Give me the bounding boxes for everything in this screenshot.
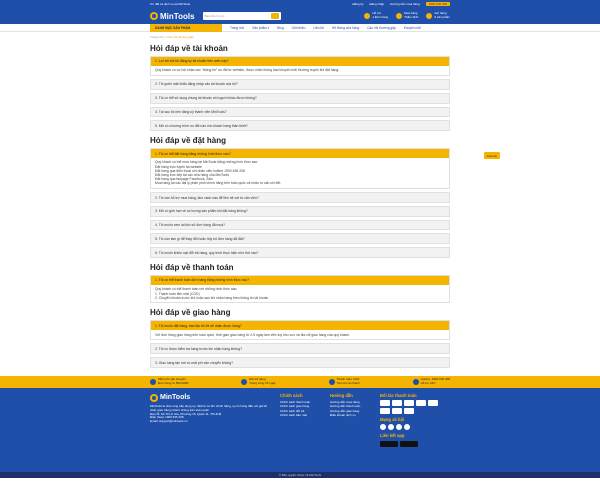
faq-answer-line: Đặt hàng trực tuyến tại website [155,164,202,169]
faq-answer-line: Với đơn hàng giao hàng trên toàn quốc, thời gian giao hàng từ 2-5 ngày làm việc tùy khu vực và địa chỉ giao hàng của quý khách. [155,332,350,337]
chat-button[interactable]: Liên hệ [484,152,500,159]
faq-answer-line: Quý khách có thể mua hàng tại MinTools bằng những hình thức sau: [155,160,259,165]
faq-item [150,107,450,118]
cart-icon [426,13,432,19]
service-line2: Trong vòng 15 ngày [249,380,276,385]
logo-icon [150,12,158,20]
zalopay-icon [380,408,390,414]
faq-answer-line: Đặt hàng trực tiếp tại các cửa hàng của MinTools [155,173,229,177]
google-play-icon[interactable] [400,441,418,447]
search-button[interactable] [271,13,279,19]
mastercard-icon [392,400,402,406]
footer-app-title: Liên kết app [380,433,405,439]
footer-phone: Điện thoại: 1900 636 208 [150,415,184,420]
nav-faq[interactable]: Câu hỏi thường gặp [367,25,396,30]
service-bar [0,376,600,388]
faq-question[interactable]: 3. Giao hàng tận nơi có mất phí vận chuyển không? [151,358,449,367]
category-menu-button[interactable]: DANH MỤC SẢN PHẨM [150,24,222,32]
footer-about-text: MinTools là nhà cung cấp dụng cụ, thiết bị cơ khí chính hãng, uy tín hàng đầu với giá tốt nhất, giao hàng nhanh chóng trên toàn quốc. [150,403,268,412]
footer-logo[interactable] [150,394,270,402]
faq-question[interactable]: 6. Tôi muốn khiếu nại/ đổi trả hàng, quy trình thực hiện như thế nào? [151,248,449,257]
faq-item [150,275,450,303]
policy-link[interactable]: Chính sách đổi trả [280,408,305,413]
main-nav [0,24,600,32]
login-link[interactable]: Đăng nhập [369,2,385,6]
faq-answer-line: Đặt hàng qua điện thoại với nhân viên hotline 1900 636 208 [155,168,245,173]
social-links [380,424,440,430]
service-line2: Hỗ trợ 24/7 [420,380,436,385]
footer-pay-title: Đối tác thanh toán [380,392,417,398]
footer-social-title: Mạng xã hội [380,417,405,423]
top-bar [0,0,600,8]
logo[interactable] [150,12,195,21]
policy-link[interactable]: Chính sách thanh toán [280,400,311,405]
truck-icon [150,379,156,385]
check-icon [396,13,402,19]
footer-policy [280,394,320,472]
app-store-icon[interactable] [380,441,398,447]
vnpay-icon [392,408,402,414]
faq-item [150,79,450,90]
faq-answer-line: Mua hàng tại các đại lý phân phối chính hãng trên toàn quốc và nhận tư vấn chi tiết. [155,181,282,186]
faq-question[interactable]: 2. Tôi cần hỗ trợ mua hàng, làm cách nào để liên hệ với tư vấn viên? [151,193,449,202]
faq-content [0,44,600,368]
return-icon [241,379,247,385]
facebook-icon[interactable] [380,424,386,430]
faq-answer [151,285,449,303]
policy-link[interactable]: Chính sách giao hàng [280,404,310,409]
cod-icon [404,408,414,414]
footer-guide-title: Hướng dẫn [330,392,353,398]
faq-question[interactable]: 1. Tôi có thể thanh toán đơn hàng bằng những hình thức nào? [151,276,449,285]
faq-question[interactable]: 4. Tại sao tôi nên đăng ký thành viên MinTools? [151,108,449,117]
faq-question[interactable]: 1. Tôi có thể đặt hàng bằng những hình thức nào? [151,149,449,158]
breadcrumb-home[interactable]: Trang chủ [150,35,164,39]
footer-about [150,394,270,472]
service-line1: Miễn phí vận chuyển [158,377,186,382]
breadcrumb-current: Câu hỏi thường gặp [166,35,194,39]
faq-question[interactable]: 2. Tôi có được kiểm tra hàng trước khi nhận hàng không? [151,344,449,353]
nav-links [230,26,421,30]
breadcrumb: Trang chủ > Câu hỏi thường gặp [150,35,194,39]
purchase-info[interactable] [396,12,418,19]
section-title: Hỏi đáp về tài khoản [150,44,228,53]
faq-item [150,233,450,244]
visa-icon [380,400,390,406]
service-hotline [413,378,450,385]
faq-question[interactable]: 5. Mở có chương trình ưu đãi nào cho khách hàng thân thiết? [151,121,449,130]
footer-partners [380,394,440,472]
service-shipping [150,378,188,385]
footer-guide [330,394,370,472]
footer-address: Địa chỉ: Số 70 Lữ Gia, Phường 15, Quận 11, TP.HCM [150,411,222,416]
cart-line2: 0 sản phẩm [434,15,450,19]
header-info [364,12,450,19]
cart-line1: Giỏ hàng [434,11,447,16]
faq-question[interactable]: 5. Tôi cần làm gì để thay đổi hoặc hủy bỏ đơn hàng đã đặt? [151,234,449,243]
faq-answer-line: 1. Thanh toán tiền mặt (COD) [155,291,200,296]
faq-item [150,120,450,131]
faq-question[interactable]: 1. Lợi ích khi tôi đăng ký tài khoản trên web này? [151,57,449,66]
faq-item [150,148,450,189]
faq-question[interactable]: 4. Tôi muốn xem lại lịch sử đơn hàng đã mua? [151,221,449,230]
faq-answer-line: Quý khách có thể thanh toán với những hình thức sau: [155,287,238,292]
section-title: Hỏi đáp về giao hàng [150,308,231,318]
search-input[interactable] [203,12,281,20]
guide-link[interactable]: Hướng dẫn mua hàng [330,400,360,405]
promo-text: Ưu đãi và dịch vụ tại MinTools [150,2,191,6]
service-payment [329,378,360,385]
faq-answer-line: Quý khách có cơ hội nhận các “thông tin” ưu đãi từ website, được nhận thông báo khuyến mãi thường xuyên khi đặt hàng. [155,68,340,73]
bank-icon [416,400,426,406]
guide-link[interactable]: Hướng dẫn thanh toán [330,404,361,409]
nav-products[interactable]: Sản phẩm ▾ [252,25,270,30]
cash-icon [329,379,335,385]
header [0,8,600,24]
faq-item [150,320,450,340]
service-line2: Đơn hàng từ 500.000đ [158,380,189,385]
faq-answer-line: Đặt hàng qua fanpage Facebook, Zalo [155,177,213,182]
nav-home[interactable]: Trang chủ [230,25,245,30]
faq-item [150,206,450,217]
guide-link[interactable]: Điều khoản dịch vụ [330,412,356,417]
section-title: Hỏi đáp về thanh toán [150,263,234,273]
instagram-icon[interactable] [404,424,410,430]
faq-answer [151,330,449,339]
service-line1: Thanh toán COD [336,377,360,382]
zalo-icon[interactable] [396,424,402,430]
faq-answer [151,66,449,75]
faq-question[interactable]: 3. Mở có giới hạn về số lượng sản phẩm khi đặt hàng không? [151,207,449,216]
guide-link[interactable]: Hướng dẫn giao hàng [330,408,360,413]
nav-contact[interactable]: Liên hệ [313,25,324,30]
nav-promo[interactable]: Khuyến mãi [403,25,421,30]
faq-item [150,56,450,76]
footer-email[interactable]: Email: support@mintools.vn [150,419,188,424]
service-line1: Đổi trả hàng [249,377,266,382]
momo-icon [428,400,438,406]
hotline-badge[interactable]: 1900 636 208 [426,2,450,6]
footer [0,388,600,472]
support-info[interactable] [364,12,388,19]
service-line2: Tiện lợi và nhanh [336,380,360,385]
guide-link[interactable]: Hướng dẫn mua hàng [390,2,420,6]
purchase-line1: Mua hàng [404,11,418,16]
logo-icon [150,394,158,402]
logo-text: MinTools [160,11,195,21]
copyright: © Bản quyền thuộc về MinTools [0,472,600,478]
nav-blog[interactable]: Blog [277,25,284,30]
cart-info[interactable] [426,12,450,19]
faq-question[interactable]: 2. Tôi quên mật khẩu đăng nhập vào tài khoản của tôi? [151,80,449,89]
faq-question[interactable]: 3. Tôi có thể sử dụng chung tài khoản với người khác được không? [151,94,449,103]
faq-answer-line: 2. Chuyển khoản trước khi hoặc sau khi nhận hàng theo thông tin tài khoản. [155,295,270,300]
nav-stores[interactable]: Hệ thống cửa hàng [331,25,360,30]
app-links [380,441,440,447]
faq-question[interactable]: 1. Tôi muốn đặt hàng, bao lâu thì tôi sẽ nhận được hàng? [151,321,449,330]
faq-item [150,357,450,368]
policy-link[interactable]: Chính sách bảo mật [280,412,307,417]
jcb-icon [404,400,414,406]
service-return [241,378,276,385]
footer-logo-text: MinTools [160,394,191,402]
nav-about[interactable]: Giới thiệu [291,25,306,30]
register-link[interactable]: Đăng ký [352,2,364,6]
top-links [352,2,450,6]
purchase-line2: Thẩm định [404,15,419,19]
payment-logos [380,400,440,414]
support-icon [364,13,370,19]
section-title: Hỏi đáp về đặt hàng [150,136,227,146]
phone-icon [413,379,419,385]
faq-item [150,343,450,354]
footer-policy-title: Chính sách [280,392,303,398]
faq-item [150,220,450,231]
youtube-icon[interactable] [388,424,394,430]
support-line1: Hỗ trợ [372,11,381,16]
faq-item [150,93,450,104]
faq-answer [151,158,449,188]
search-placeholder: Bạn cần tìm gì... [204,14,227,18]
support-line2: 1 Đơn hàng [372,15,389,19]
faq-item [150,192,450,203]
faq-item [150,247,450,258]
service-line1: Hotline: 1900 636 208 [420,377,450,382]
